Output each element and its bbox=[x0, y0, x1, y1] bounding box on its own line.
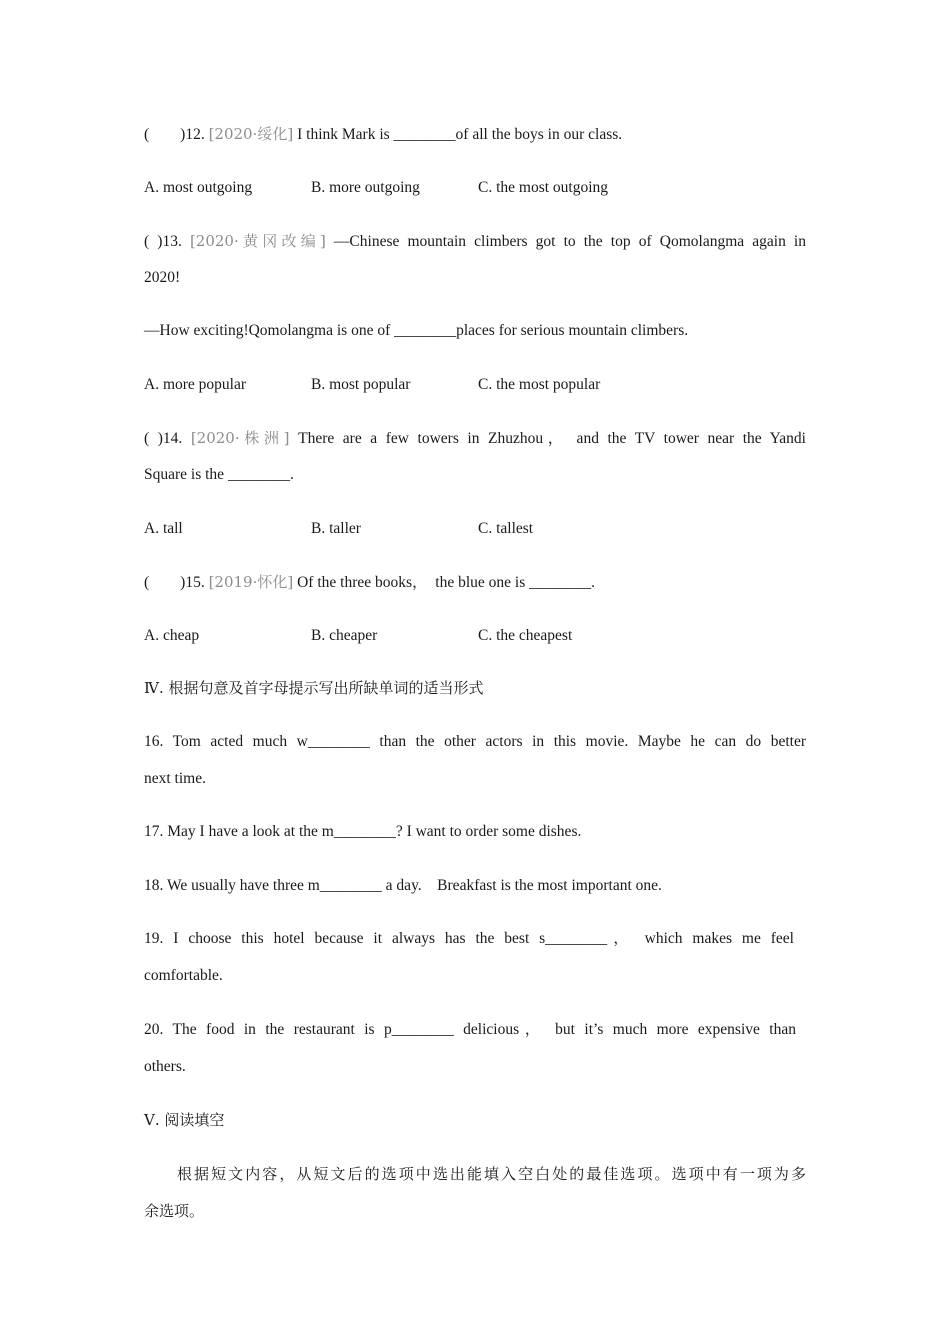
answer-paren: ( )15. bbox=[144, 574, 209, 591]
section-5-instruction-cont: 余选项。 bbox=[144, 1202, 205, 1220]
section-4-heading: Ⅳ. 根据句意及首字母提示写出所缺单词的适当形式 bbox=[144, 679, 484, 697]
answer-paren: ( )12. bbox=[144, 126, 209, 143]
answer-paren: ( )13. bbox=[144, 233, 190, 250]
question-14-cont: Square is the ________. bbox=[144, 466, 294, 483]
question-19: 19. I choose this hotel because it always has the best s________， which makes me feel bbox=[144, 930, 794, 947]
option-c: C. the cheapest bbox=[478, 627, 573, 644]
option-a: A. more popular bbox=[144, 376, 247, 393]
question-13-reply: —How exciting!Qomolangma is one of ________places for serious mountain climbers. bbox=[144, 322, 689, 339]
section-5-heading: Ⅴ. 阅读填空 bbox=[144, 1111, 225, 1129]
option-a: A. tall bbox=[144, 520, 183, 537]
question-20: 20. The food in the restaurant is p________ delicious， but it’s much more expensive than bbox=[144, 1021, 796, 1038]
question-13 bbox=[144, 231, 806, 252]
question-14 bbox=[144, 428, 806, 449]
question-20-cont: others. bbox=[144, 1058, 186, 1075]
question-15 bbox=[144, 572, 595, 593]
question-text: Of the three books， the blue one is ________. bbox=[293, 574, 596, 591]
question-17: 17. May I have a look at the m________? I want to order some dishes. bbox=[144, 823, 582, 840]
option-c: C. tallest bbox=[478, 520, 534, 537]
question-16-cont: next time. bbox=[144, 770, 206, 787]
question-18: 18. We usually have three m________ a day. Breakfast is the most important one. bbox=[144, 877, 662, 894]
question-source: [2019·怀化] bbox=[208, 573, 294, 591]
question-text: —Chinese mountain climbers got to the top of Qomolangma again in bbox=[325, 233, 806, 250]
question-19-cont: comfortable. bbox=[144, 967, 223, 984]
option-c: C. the most popular bbox=[478, 376, 601, 393]
option-b: B. cheaper bbox=[311, 627, 378, 644]
option-a: A. most outgoing bbox=[144, 179, 253, 196]
option-b: B. taller bbox=[311, 520, 361, 537]
option-c: C. the most outgoing bbox=[478, 179, 609, 196]
option-b: B. more outgoing bbox=[311, 179, 420, 196]
question-text: I think Mark is ________of all the boys in our class. bbox=[293, 126, 623, 143]
question-16: 16. Tom acted much w________ than the other actors in this movie. Maybe he can do better bbox=[144, 733, 806, 750]
answer-paren: ( )14. bbox=[144, 430, 191, 447]
question-13-cont: 2020! bbox=[144, 269, 181, 286]
question-source: [2020·黄冈改编] bbox=[189, 232, 326, 250]
question-text: There are a few towers in Zhuzhou， and the TV tower near the Yandi bbox=[289, 430, 806, 447]
section-5-instruction: 根据短文内容，从短文后的选项中选出能填入空白处的最佳选项。选项中有一项为多 bbox=[177, 1165, 806, 1183]
question-source: [2020·株洲] bbox=[190, 429, 290, 447]
question-12 bbox=[144, 124, 622, 145]
option-a: A. cheap bbox=[144, 627, 200, 644]
question-source: [2020·绥化] bbox=[208, 125, 294, 143]
option-b: B. most popular bbox=[311, 376, 411, 393]
